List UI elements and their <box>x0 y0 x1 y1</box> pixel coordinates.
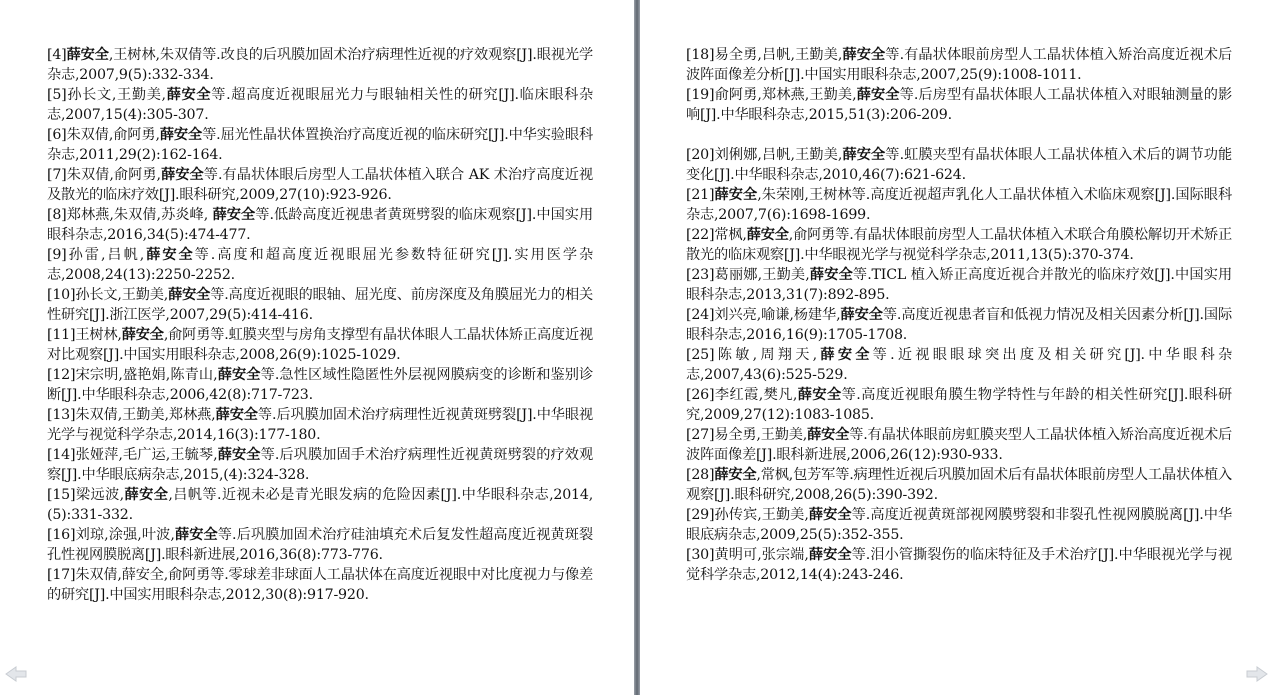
reference-list-right <box>686 45 1232 585</box>
highlighted-author: 薛安全 <box>809 267 853 283</box>
highlighted-author: 薛安全 <box>842 47 886 63</box>
next-page-arrow-icon[interactable] <box>1245 664 1269 684</box>
reference-text: 等.低龄高度近视患者黄斑劈裂的临床观察[J].中国实用眼科杂志,2016,34(5):474-477. <box>47 207 593 243</box>
reference-text: 等.后巩膜加固术治疗硅油填充术后复发性超高度近视黄斑裂孔性视网膜脱离[J].眼科新进展,2016,36(8):773-776. <box>47 527 593 563</box>
reference-text: [29]孙传宾,王勤美, <box>686 507 809 523</box>
reference-entry <box>686 45 1232 85</box>
highlighted-author: 薛安全 <box>144 247 195 263</box>
highlighted-author: 薛安全 <box>816 347 873 363</box>
reference-text: 等.近视眼眼球突出度及相关研究[J].中华眼科杂志,2007,43(6):525-529. <box>686 347 1232 383</box>
reference-text: [18]易全勇,吕帆,王勤美, <box>686 47 843 63</box>
right-page <box>640 0 1275 695</box>
reference-text: 等.屈光性晶状体置换治疗高度近视的临床研究[J].中华实验眼科杂志,2011,29(2):162-164. <box>47 127 593 163</box>
reference-text: [25]陈敏,周翔天, <box>686 347 817 363</box>
reference-text: [30]黄明可,张宗端, <box>686 547 809 563</box>
reference-text: ,朱荣刚,王树林等.高度近视超声乳化人工晶状体植入术临床观察[J].国际眼科杂志,2007,7(6):1698-1699. <box>686 187 1233 223</box>
reference-text: 等.高度和超高度近视眼屈光参数特征研究[J].实用医学杂志,2008,24(13):2250-2252. <box>47 247 593 283</box>
reference-text: [13]朱双倩,王勤美,郑林燕, <box>47 407 216 423</box>
reference-text: 等.高度近视眼的眼轴、屈光度、前房深度及角膜屈光力的相关性研究[J].浙江医学,2007,29(5):414-416. <box>47 287 593 323</box>
reference-text: [12]宋宗明,盛艳娟,陈青山, <box>47 367 218 383</box>
reference-entry <box>47 525 593 565</box>
reference-entry <box>686 85 1232 125</box>
reference-entry <box>686 265 1232 305</box>
reference-entry <box>47 365 593 405</box>
reference-entry <box>47 165 593 205</box>
highlighted-author: 薛安全 <box>808 547 852 563</box>
reference-text: [16]刘琼,涂强,叶波, <box>47 527 175 543</box>
reference-entry <box>47 405 593 445</box>
reference-text: 等.高度近视患者盲和低视力情况及相关因素分析[J].国际眼科杂志,2016,16(9):1705-1708. <box>686 307 1232 343</box>
blank-line <box>686 125 1232 145</box>
reference-text: 等.TICL 植入矫正高度近视合并散光的临床疗效[J].中国实用眼科杂志,2013,31(7):892-895. <box>686 267 1233 303</box>
reference-text: 等.急性区域性隐匿性外层视网膜病变的诊断和鉴别诊断[J].中华眼科杂志,2006,42(8):717-723. <box>47 367 593 403</box>
reference-entry <box>47 565 593 605</box>
prev-page-arrow-icon[interactable] <box>4 664 28 684</box>
reference-text: [28] <box>686 467 715 483</box>
reference-text: [24]刘兴亮,喻谦,杨建华, <box>686 307 841 323</box>
reference-entry <box>47 45 593 85</box>
reference-text: [8]郑林燕,朱双倩,苏炎峰, <box>47 207 213 223</box>
reference-entry <box>47 205 593 245</box>
reference-entry <box>47 245 593 285</box>
reference-list-left <box>47 45 593 605</box>
highlighted-author: 薛安全 <box>165 87 212 103</box>
highlighted-author: 薛安全 <box>797 387 842 403</box>
highlighted-author: 薛安全 <box>714 467 757 483</box>
reference-entry <box>47 485 593 525</box>
reference-text: [22]常枫, <box>686 227 747 243</box>
highlighted-author: 薛安全 <box>123 487 169 503</box>
reference-text: [5]孙长文,王勤美, <box>47 87 166 103</box>
highlighted-author: 薛安全 <box>746 227 789 243</box>
reference-entry <box>686 305 1232 345</box>
reference-text: 等.有晶状体眼后房型人工晶状体植入联合 AK 术治疗高度近视及散光的临床疗效[J].眼科研究,2009,27(10):923-926. <box>47 167 593 203</box>
reference-text: [23]葛丽娜,王勤美, <box>686 267 810 283</box>
highlighted-author: 薛安全 <box>217 447 261 463</box>
reference-text: 等.后巩膜加固术治疗病理性近视黄斑劈裂[J].中华眼视光学与视觉科学杂志,2014,16(3):177-180. <box>47 407 593 443</box>
reference-entry <box>686 145 1232 185</box>
reference-entry <box>47 285 593 325</box>
reference-entry <box>686 545 1232 585</box>
left-page <box>0 0 634 695</box>
highlighted-author: 薛安全 <box>807 427 850 443</box>
reference-text: [6]朱双倩,俞阿勇, <box>47 127 160 143</box>
reference-text: 等.高度近视黄斑部视网膜劈裂和非裂孔性视网膜脱离[J].中华眼底病杂志,2009,25(5):352-355. <box>686 507 1233 543</box>
highlighted-author: 薛安全 <box>856 87 900 103</box>
reference-text: [4] <box>47 47 67 63</box>
reference-entry <box>686 185 1232 225</box>
highlighted-author: 薛安全 <box>159 127 203 143</box>
reference-entry <box>686 385 1232 425</box>
reference-text: [19]俞阿勇,郑林燕,王勤美, <box>686 87 857 103</box>
reference-text: ,王树林,朱双倩等.改良的后巩膜加固术治疗病理性近视的疗效观察[J].眼视光学杂志,2007,9(5):332-334. <box>47 47 593 83</box>
highlighted-author: 薛安全 <box>840 307 883 323</box>
reference-entry <box>47 85 593 125</box>
reference-entry <box>686 225 1232 265</box>
reference-entry <box>686 345 1232 385</box>
reference-text: [7]朱双倩,俞阿勇, <box>47 167 161 183</box>
highlighted-author: 薛安全 <box>121 327 164 343</box>
reference-text: 等.虹膜夹型有晶状体眼人工晶状体植入术后的调节功能变化[J].中华眼科杂志,2010,46(7):621-624. <box>686 147 1232 183</box>
reference-text: 等.高度近视眼角膜生物学特性与年龄的相关性研究[J].眼科研究,2009,27(12):1083-1085. <box>686 387 1232 423</box>
highlighted-author: 薛安全 <box>212 207 256 223</box>
reference-text: 等.后房型有晶状体眼人工晶状体植入对眼轴测量的影响[J].中华眼科杂志,2015,51(3):206-209. <box>686 87 1232 123</box>
highlighted-author: 薛安全 <box>66 47 109 63</box>
reference-entry <box>47 445 593 485</box>
reference-text: [15]梁远波, <box>47 487 124 503</box>
highlighted-author: 薛安全 <box>217 367 261 383</box>
reference-text: [26]李红霞,樊凡, <box>686 387 798 403</box>
highlighted-author: 薛安全 <box>168 287 211 303</box>
reference-text: 等.泪小管撕裂伤的临床特征及手术治疗[J].中华眼视光学与视觉科学杂志,2012,14(4):243-246. <box>686 547 1233 583</box>
reference-text: [27]易全勇,王勤美, <box>686 427 808 443</box>
reference-text: 等.后巩膜加固手术治疗病理性近视黄斑劈裂的疗效观察[J].中华眼底病杂志,2015,(4):324-328. <box>47 447 593 483</box>
highlighted-author: 薛安全 <box>215 407 258 423</box>
reference-text: ,常枫,包芳军等.病理性近视后巩膜加固术后有晶状体眼前房型人工晶状体植入观察[J].眼科研究,2008,26(5):390-392. <box>686 467 1232 503</box>
reference-text: [21] <box>686 187 715 203</box>
reference-text: [20]刘俐娜,吕帆,王勤美, <box>686 147 843 163</box>
reference-text: [14]张娅萍,毛广运,王毓琴, <box>47 447 218 463</box>
reference-entry <box>47 125 593 165</box>
reference-text: [10]孙长文,王勤美, <box>47 287 169 303</box>
reference-text: 等.有晶状体眼前房虹膜夹型人工晶状体植入矫治高度近视术后波阵面像差[J].眼科新进展,2006,26(12):930-933. <box>686 427 1232 463</box>
reference-entry <box>686 465 1232 505</box>
reference-text: [11]王树林, <box>47 327 122 343</box>
highlighted-author: 薛安全 <box>714 187 758 203</box>
highlighted-author: 薛安全 <box>842 147 886 163</box>
reference-text: 等.有晶状体眼前房型人工晶状体植入矫治高度近视术后波阵面像差分析[J].中国实用眼科杂志,2007,25(9):1008-1011. <box>686 47 1232 83</box>
reference-text: ,俞阿勇等.有晶状体眼前房型人工晶状体植入术联合角膜松解切开术矫正散光的临床观察[J].中华眼视光学与视觉科学杂志,2011,13(5):370-374. <box>686 227 1232 263</box>
reference-entry <box>686 505 1232 545</box>
highlighted-author: 薛安全 <box>160 167 204 183</box>
reference-text: 等.超高度近视眼屈光力与眼轴相关性的研究[J].临床眼科杂志,2007,15(4):305-307. <box>47 87 593 123</box>
reference-entry <box>686 425 1232 465</box>
highlighted-author: 薛安全 <box>808 507 852 523</box>
reference-text: ,俞阿勇等.虹膜夹型与房角支撑型有晶状体眼人工晶状体矫正高度近视对比观察[J].中国实用眼科杂志,2008,26(9):1025-1029. <box>47 327 593 363</box>
highlighted-author: 薛安全 <box>174 527 218 543</box>
reference-entry <box>47 325 593 365</box>
reference-text: [17]朱双倩,薛安全,俞阿勇等.零球差非球面人工晶状体在高度近视眼中对比度视力与像差的研究[J].中国实用眼科杂志,2012,30(8):917-920. <box>47 567 593 603</box>
reference-text: [9]孙雷,吕帆, <box>47 247 145 263</box>
reference-text: ,吕帆等.近视未必是青光眼发病的危险因素[J].中华眼科杂志,2014,(5):331-332. <box>47 487 593 523</box>
